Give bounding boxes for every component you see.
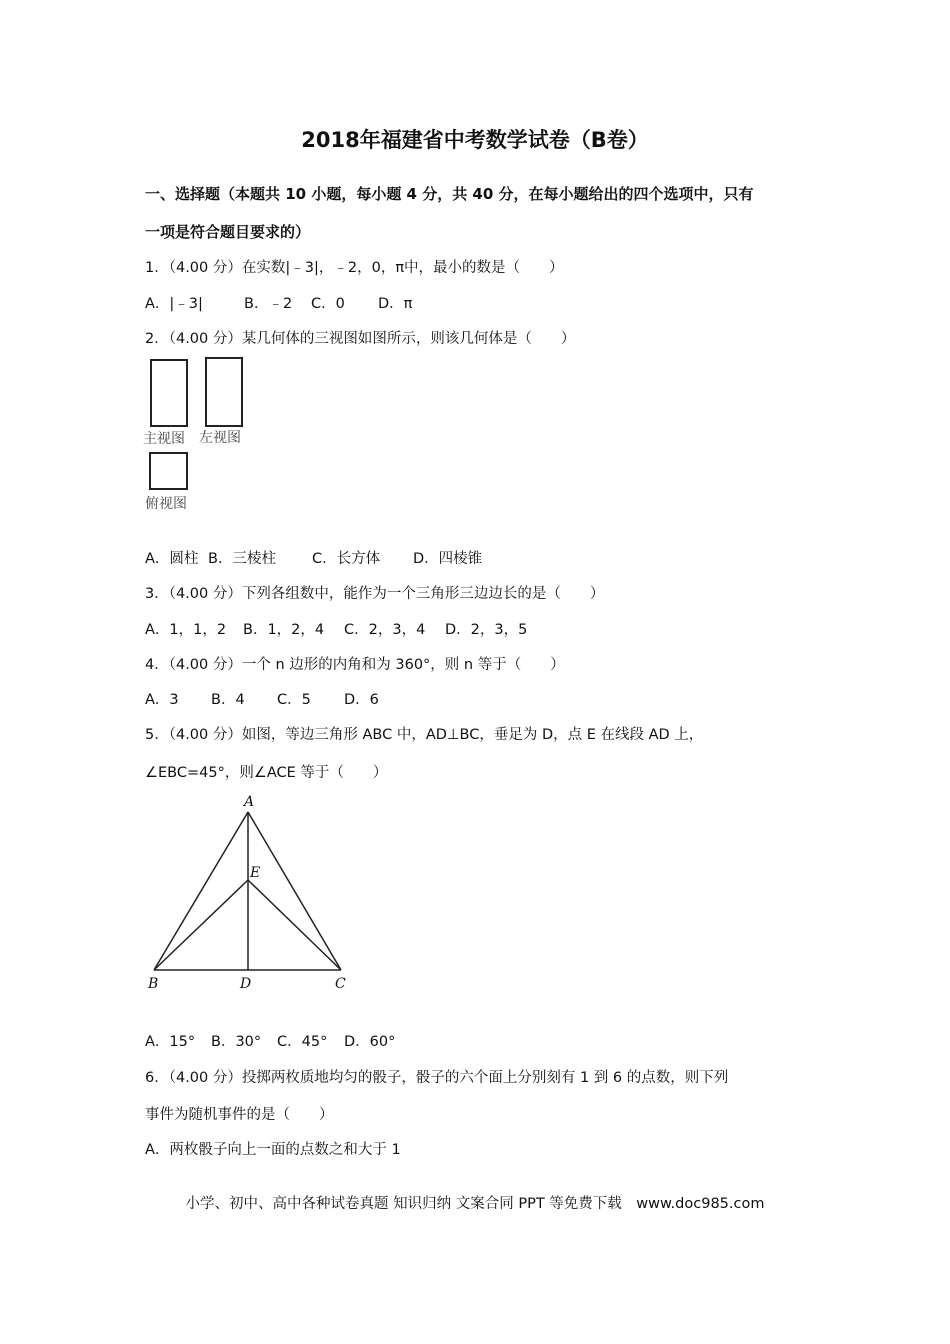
segment-ec: [248, 880, 341, 970]
front-view-rect: [150, 359, 188, 427]
question-4-stem: 4．（4.00 分）一个 n 边形的内角和为 360°，则 n 等于（ ）: [145, 657, 565, 673]
question-2-option-b: B．三棱柱: [208, 551, 276, 567]
question-3-option-b: B．1，2，4: [243, 622, 325, 638]
question-5-option-b: B．30°: [211, 1034, 262, 1050]
question-6-stem-line2: 事件为随机事件的是（ ）: [145, 1107, 334, 1123]
question-1-option-b: B．﹣2: [244, 296, 293, 312]
question-1-option-a: A．|﹣3|: [145, 296, 203, 312]
question-5-option-c: C．45°: [277, 1034, 328, 1050]
segment-ac: [248, 812, 341, 970]
triangle-figure: [140, 790, 360, 1000]
question-3-option-a: A．1，1，2: [145, 622, 227, 638]
question-4-option-a: A．3: [145, 692, 179, 708]
question-4-option-c: C．5: [277, 692, 311, 708]
point-label-b: B: [148, 976, 159, 992]
section-heading-line2: 一项是符合题目要求的）: [145, 223, 311, 241]
question-5-stem-line2: ∠EBC=45°，则∠ACE 等于（ ）: [145, 765, 388, 781]
question-5-stem-line1: 5．（4.00 分）如图，等边三角形 ABC 中，AD⊥BC，垂足为 D，点 E 在线段 AD 上，: [145, 727, 704, 743]
page-title: 2018年福建省中考数学试卷（B卷）: [301, 128, 649, 152]
left-view-label: 左视图: [199, 430, 241, 446]
question-1-stem: 1．（4.00 分）在实数|﹣3|，﹣2，0，π中，最小的数是（ ）: [145, 260, 564, 276]
section-heading-line1: 一、选择题（本题共 10 小题，每小题 4 分，共 40 分，在每小题给出的四个选项中，只有: [145, 185, 754, 203]
point-label-d: D: [240, 976, 252, 992]
segment-be: [154, 880, 248, 970]
question-4-option-d: D．6: [344, 692, 379, 708]
question-2-option-a: A．圆柱: [145, 551, 199, 567]
question-3-stem: 3．（4.00 分）下列各组数中，能作为一个三角形三边边长的是（ ）: [145, 586, 605, 602]
question-2-option-c: C．长方体: [312, 551, 381, 567]
point-label-a: A: [244, 794, 255, 810]
question-5-option-d: D．60°: [344, 1034, 396, 1050]
left-view-rect: [205, 357, 243, 427]
question-1-option-d: D．π: [378, 296, 413, 312]
question-5-option-a: A．15°: [145, 1034, 196, 1050]
question-2-stem: 2．（4.00 分）某几何体的三视图如图所示，则该几何体是（ ）: [145, 331, 576, 347]
front-view-label: 主视图: [143, 431, 185, 447]
question-6-option-a: A．两枚骰子向上一面的点数之和大于 1: [145, 1142, 401, 1158]
page-footer: 小学、初中、高中各种试卷真题 知识归纳 文案合同 PPT 等免费下载 www.doc985.com: [185, 1196, 765, 1212]
question-6-stem-line1: 6．（4.00 分）投掷两枚质地均匀的骰子，骰子的六个面上分别刻有 1 到 6 的点数，则下列: [145, 1070, 729, 1086]
question-4-option-b: B．4: [211, 692, 245, 708]
top-view-rect: [149, 452, 188, 490]
question-1-option-c: C．0: [311, 296, 345, 312]
point-label-e: E: [250, 865, 261, 881]
question-3-option-d: D．2，3，5: [445, 622, 528, 638]
question-3-option-c: C．2，3，4: [344, 622, 426, 638]
point-label-c: C: [335, 976, 346, 992]
segment-ab: [154, 812, 248, 970]
question-2-option-d: D．四棱锥: [413, 551, 483, 567]
top-view-label: 俯视图: [145, 496, 187, 512]
